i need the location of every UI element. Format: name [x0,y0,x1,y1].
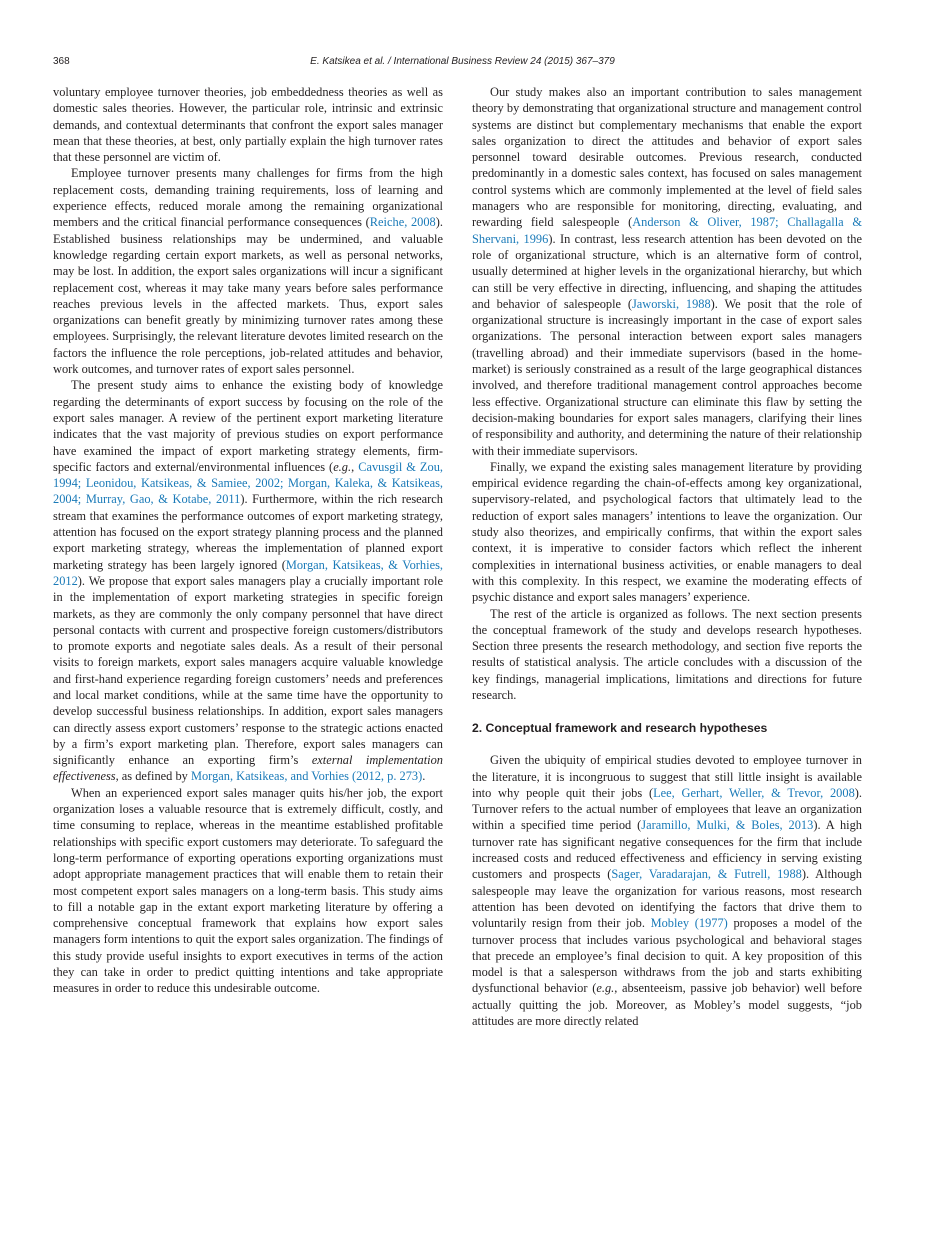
left-column [53,84,443,997]
citation-link[interactable]: Jaramillo, Mulki, & Boles, 2013 [641,818,814,833]
citation-link[interactable]: Morgan, Katsikeas, & Vorhies, 2012 [53,557,443,588]
citation-link[interactable]: Reiche, 2008 [369,215,436,230]
paragraph: voluntary employee turnover theories, job embeddedness theories as well as domestic sales theories. However, the particular role, intrinsic and extrinsic demands, and contextual determinants that confront the export sales manager mean that these theories, at best, only partially explain the high turnover rates that these personnel are victim of. [53,85,443,165]
citation-link[interactable]: Anderson & Oliver, 1987; Challagalla & Shervani, 1996 [472,215,863,246]
paragraph: Our study makes also an important contribution to sales management theory by demonstrating that organizational structure and management control systems are distinct but complementary mechanisms that enable the export sales organization to direct the attitudes and behavior of export sales personnel toward desirable outcomes. Previous research, conducted predominantly in a domestic sales context, has focused on sales management control systems which are commonly implemented at the level of field sales managers who are responsible for monitoring, directing, evaluating, and rewarding field salespeople (Anderson & Oliver, 1987; Challagalla & Shervani, 1996). In contrast, less research attention has been devoted on the role of organizational structure, which is an alternative form of control, usually determined at higher levels in the organizational hierarchy, but which can still be very effective in directing, influencing, and shaping the attitudes and behavior of salespeople (Jaworski, 1988). We posit that the role of organizational structure is increasingly important in the case of export sales organizations. The personal interaction between export sales managers (travelling abroad) and their immediate supervisors (based in the home-market) is seriously constrained as a result of the large geographical distances involved, and therefore traditional management control approaches become less effective. Organizational structure can eliminate this flaw by setting the decision-making boundaries for export sales managers, clarifying their lines of responsibility and authority, and determining the nature of their relationship with their immediate supervisors. [472,85,863,458]
right-column [472,84,862,1029]
emphasis-text: e.g. [596,981,615,996]
section-heading: 2. Conceptual framework and research hypotheses [472,721,768,736]
citation-link[interactable]: Cavusgil & Zou, 1994; Leonidou, Katsikeas, & Samiee, 2002; Morgan, Kaleka, & Katsikeas, 2004; Murray, Gao, & Kotabe, 2011 [53,459,443,507]
paragraph: Given the ubiquity of empirical studies devoted to employee turnover in the literature, it is incongruous to suggest that still little insight is available into why people quit their jobs (Lee, Gerhart, Weller, & Trevor, 2008). Turnover refers to the actual number of employees that leave an organization within a specified time period (Jaramillo, Mulki, & Boles, 2013). A high turnover rate has significant negative consequences for the firm that include increased costs and reduced effectiveness and efficiency in serving existing customers and prospects (Sager, Varadarajan, & Futrell, 1988). Although salespeople may leave the organization for various reasons, most research attention has been devoted on identifying the factors that drive them to voluntarily resign from their job. Mobley (1977) proposes a model of the turnover process that includes various psychological and behavioral stages that precede an employee’s final decision to quit. A key proposition of this model is that a salesperson withdraws from the job and starts exhibiting dysfunctional behavior (e.g., absenteeism, passive job behavior) well before actually quitting the job. Moreover, as Mobley’s model suggests, “job attitudes are more directly related [472,753,863,1029]
emphasis-text: external implementation effectiveness [53,753,443,784]
paragraph: When an experienced export sales manager quits his/her job, the export organization loses a valuable resource that is extremely difficult, costly, and time consuming to replace, whereas in the meantime established profitable relationships with specific export customers may deteriorate. To safeguard the long-term performance of exporting operations exporting organizations must adopt appropriate management practices that will enable them to retain their most competent export sales managers on a long-term basis. This study aims to fill a notable gap in the extant export marketing literature by offering a comprehensive conceptual framework that explains how export sales managers form intentions to quit the export sales organization. The findings of this study provide useful insights to export executives in terms of the action they can take in order to predict quitting intentions and take appropriate measures in order to reduce this undesirable outcome. [53,785,443,996]
paragraph: Finally, we expand the existing sales management literature by providing empirical evidence regarding the chain-of-effects among key organizational, supervisory-related, and psychological factors that ultimately lead to the reduction of export sales managers’ intentions to leave the organization. Our study also theorizes, and empirically confirms, that within the export sales context, it is imperative to consider factors which reflect the inherent complexities in international business activities, or enable managers to deal with this complexity. In this respect, we examine the moderating effects of psychic distance and export sales managers’ experience. [472,459,862,605]
citation-link[interactable]: Lee, Gerhart, Weller, & Trevor, 2008 [653,785,855,800]
paragraph: The present study aims to enhance the existing body of knowledge regarding the determinants of export success by focusing on the role of the export sales manager. A review of the pertinent export marketing literature indicates that the vast majority of previous studies on export performance have examined the impact of export marketing strategy elements, firm-specific factors and external/environmental influences (e.g., Cavusgil & Zou, 1994; Leonidou, Katsikeas, & Samiee, 2002; Morgan, Kaleka, & Katsikeas, 2004; Murray, Gao, & Kotabe, 2011). Furthermore, within the rich research stream that examines the performance outcomes of export marketing strategy, attention has focused on the export strategy planning process and the planned export marketing strategy, whereas the implementation of planned export marketing strategy has been largely ignored (Morgan, Katsikeas, & Vorhies, 2012). We propose that export sales managers play a crucially important role in the implementation of export marketing strategies in specific foreign markets, as they are commonly the only company personnel that have direct personal contacts with current and prospective foreign customers/distributors to promote exports and negotiate sales deals. As a result of their personal visits to foreign markets, export sales managers acquire valuable knowledge and first-hand experience regarding foreign customers’ needs and preferences and local market conditions, while at the same time have the opportunity to develop successful business relationships. In addition, export sales managers can directly assess export customers’ response to the strategic actions enacted by a firm’s export marketing plan. Therefore, export sales managers can significantly enhance an exporting firm’s external implementation effectiveness, as defined by Morgan, Katsikeas, and Vorhies (2012, p. 273). [53,378,443,784]
paragraph: Employee turnover presents many challenges for firms from the high replacement costs, demanding training requirements, loss of learning and experience effects, reduced morale among the remaining organizational members and the critical financial performance consequences (Reiche, 2008). Established business relationships may be undermined, and valuable knowledge regarding certain export markets, as well as personal networks, may be lost. In addition, the export sales organizations will incur a significant replacement cost, whereas it may take many years before sales performance reaches previous levels in the affected markets. Thus, export sales organizations can benefit greatly by minimizing turnover rates among these employees. Surprisingly, the relevant literature devotes limited research on the factors the influence the role perceptions, job-related attitudes and behavior, work outcomes, and turnover rates of export sales personnel. [53,166,443,377]
citation-link[interactable]: Morgan, Katsikeas, and Vorhies (2012, p. 273) [190,769,423,784]
paragraph: The rest of the article is organized as follows. The next section presents the conceptual framework of the study and develops research hypotheses. Section three presents the research methodology, and section five reports the results of statistical analysis. The article concludes with a discussion of the key findings, managerial implications, limitations and directions for future research. [472,606,862,702]
citation-link[interactable]: Mobley (1977) [650,916,728,931]
emphasis-text: e.g. [333,459,352,474]
citation-link[interactable]: Jaworski, 1988 [631,296,711,311]
running-header [53,56,872,72]
page-number: 368 [53,56,70,67]
running-title: E. Katsikea et al. / International Business Review 24 (2015) 367–379 [310,56,615,67]
citation-link[interactable]: Sager, Varadarajan, & Futrell, 1988 [611,867,802,882]
